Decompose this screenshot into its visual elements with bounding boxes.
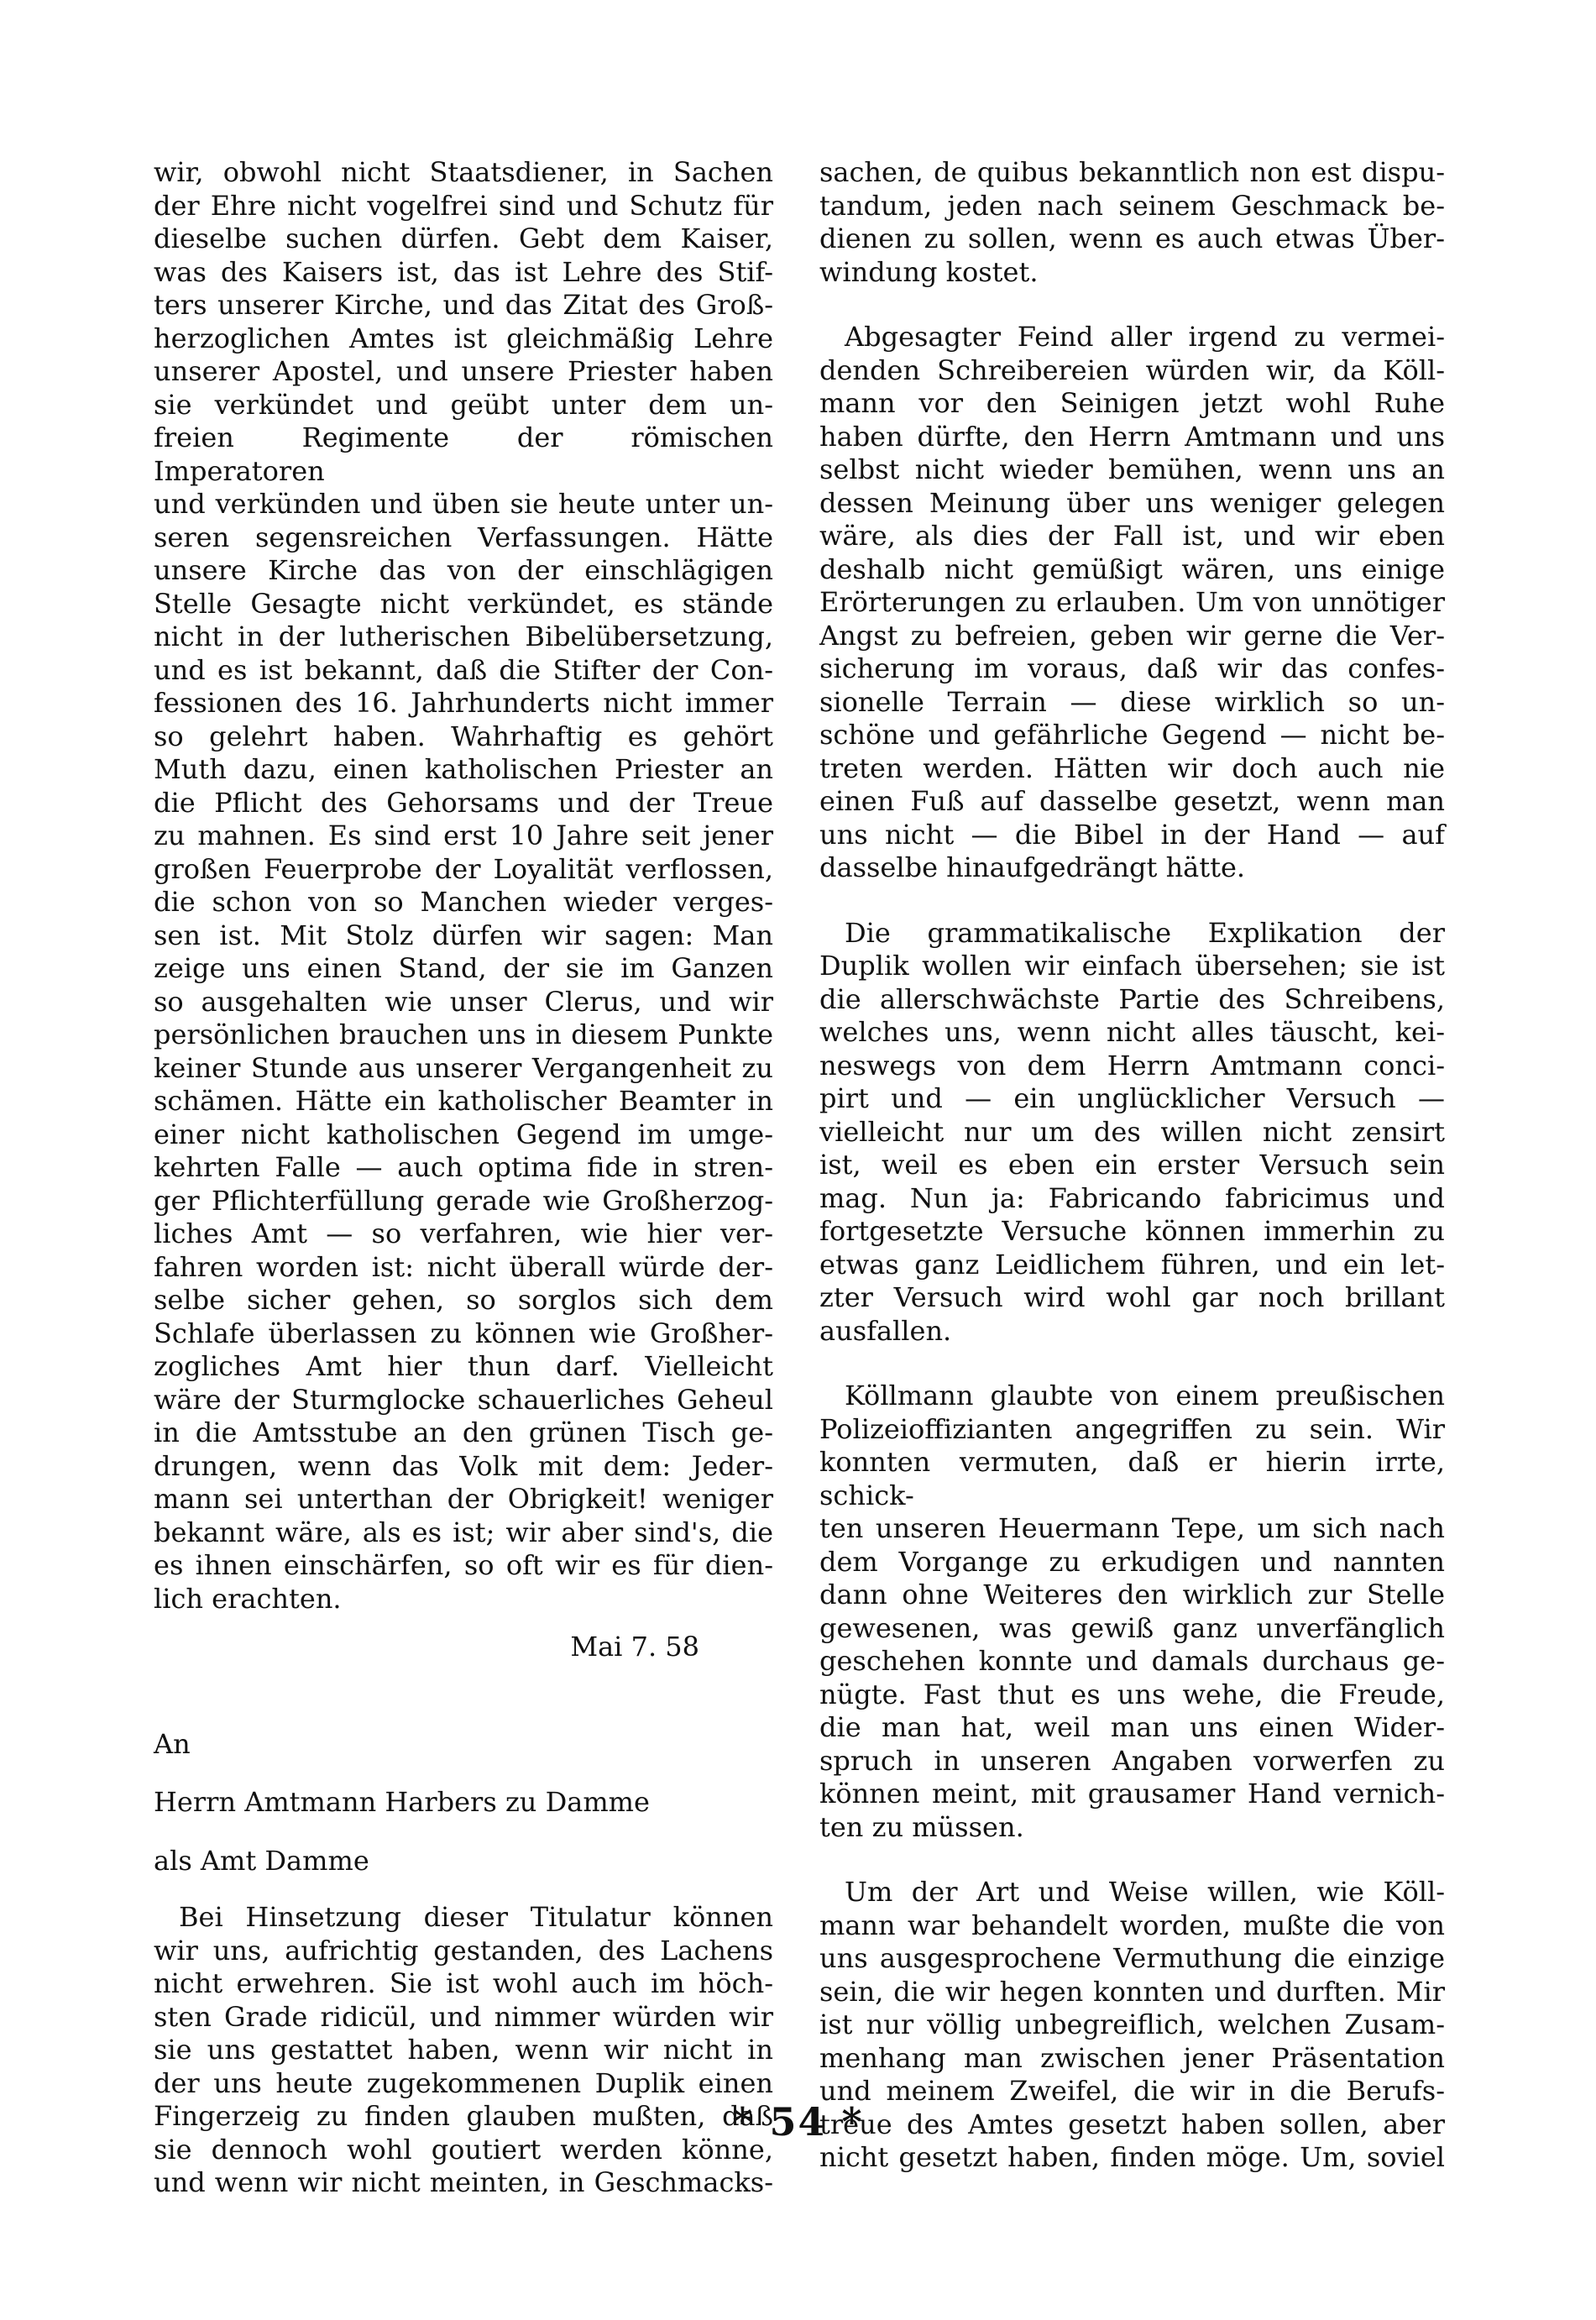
text-line: treten werden. Hätten wir doch auch nie: [819, 752, 1445, 784]
text-line: es ihnen einschärfen, so oft wir es für dien-: [154, 1549, 773, 1581]
text-line: wir uns, aufrichtig gestanden, des Lachens: [154, 1934, 773, 1967]
text-line: uns ausgesprochene Vermuthung die einzige: [819, 1942, 1445, 1974]
text-line: mann vor den Seinigen jetzt wohl Ruhe: [819, 387, 1445, 419]
text-line: Köllmann glaubte von einem preußischen: [845, 1380, 1445, 1411]
text-line: haben dürfte, den Herrn Amtmann und uns: [819, 420, 1445, 453]
text-line: windung kostet.: [819, 255, 1039, 288]
text-line: selbst nicht wieder bemühen, wenn uns an: [819, 453, 1445, 485]
text-line: und verkünden und üben sie heute unter un-: [154, 488, 773, 520]
address-an: An: [154, 1727, 191, 1760]
text-line: die allerschwächste Partie des Schreibens,: [819, 982, 1445, 1015]
text-line: liches Amt — so verfahren, wie hier ver-: [154, 1218, 773, 1249]
text-line: mann sei unterthan der Obrigkeit! weniger: [154, 1483, 773, 1515]
text-line: menhang man zwischen jener Präsentation: [819, 2041, 1445, 2074]
text-line: Die grammatikalische Explikation der: [845, 916, 1445, 949]
text-line: so ausgehalten wie unser Clerus, und wir: [154, 985, 773, 1018]
text-line: fortgesetzte Versuche können immerhin zu: [819, 1215, 1445, 1247]
text-line: konnten vermuten, daß er hierin irrte, schick-: [819, 1446, 1445, 1511]
text-line: sie uns gestattet haben, wenn wir nicht in: [154, 2034, 773, 2066]
text-line: nügte. Fast thut es uns wehe, die Freude,: [819, 1678, 1445, 1710]
text-line: Bei Hinsetzung dieser Titulatur können: [179, 1901, 773, 1933]
text-line: mag. Nun ja: Fabricando fabricimus und: [819, 1181, 1445, 1214]
text-line: die schon von so Manchen wieder verges-: [154, 886, 773, 918]
text-line: ten zu müssen.: [819, 1810, 1024, 1843]
text-line: Angst zu befreien, geben wir gerne die Ver-: [819, 619, 1445, 652]
text-line: neswegs von dem Herrn Amtmann conci-: [819, 1049, 1445, 1081]
text-line: und meinem Zweifel, die wir in die Berufs-: [819, 2075, 1445, 2107]
text-line: etwas ganz Leidlichem führen, und ein let-: [819, 1248, 1445, 1280]
text-line: ters unserer Kirche, und das Zitat des Groß-: [154, 289, 773, 321]
text-line: seren segensreichen Verfassungen. Hätte: [154, 521, 773, 553]
text-line: sionelle Terrain — diese wirklich so un-: [819, 685, 1445, 718]
text-line: ger Pflichterfüllung gerade wie Großherzog-: [154, 1184, 773, 1217]
text-line: Abgesagter Feind aller irgend zu vermei-: [845, 321, 1445, 353]
text-line: herzoglichen Amtes ist gleichmäßig Lehre: [154, 322, 773, 354]
text-line: und wenn wir nicht meinten, in Geschmacks-: [154, 2166, 773, 2198]
text-line: dasselbe hinaufgedrängt hätte.: [819, 851, 1246, 883]
text-line: sein, die wir hegen konnten und durften. Mir: [819, 1975, 1445, 2008]
text-line: und es ist bekannt, daß die Stifter der Con-: [154, 653, 773, 686]
text-line: kehrten Falle — auch optima fide in stren-: [154, 1151, 773, 1183]
text-line: dienen zu sollen, wenn es auch etwas Über-: [819, 223, 1445, 254]
text-line: wäre der Sturmglocke schauerliches Geheul: [154, 1383, 773, 1416]
text-line: in die Amtsstube an den grünen Tisch ge-: [154, 1417, 773, 1448]
text-line: die Pflicht des Gehorsams und der Treue: [154, 786, 773, 819]
text-line: tandum, jeden nach seinem Geschmack be-: [819, 189, 1445, 222]
text-line: nicht gesetzt haben, finden möge. Um, soviel: [819, 2141, 1445, 2173]
text-line: wäre, als dies der Fall ist, und wir eben: [819, 520, 1445, 552]
left-column: [154, 156, 773, 2200]
text-line: Erörterungen zu erlauben. Um von unnötiger: [819, 586, 1445, 618]
text-line: schöne und gefährliche Gegend — nicht be-: [819, 719, 1445, 751]
text-line: nicht erwehren. Sie ist wohl auch im höch-: [154, 1967, 773, 1999]
page-number: * 54 *: [732, 2099, 864, 2145]
text-line: welches uns, wenn nicht alles täuscht, kei-: [819, 1016, 1445, 1048]
text-line: ten unseren Heuermann Tepe, um sich nach: [819, 1512, 1445, 1544]
text-line: uns nicht — die Bibel in der Hand — auf: [819, 818, 1445, 851]
text-line: lich erachten.: [154, 1582, 342, 1615]
text-line: spruch in unseren Angaben vorwerfen zu: [819, 1744, 1445, 1777]
text-line: der Ehre nicht vogelfrei sind und Schutz für: [154, 189, 773, 222]
text-line: Fingerzeig zu finden glauben mußten, daß: [154, 2100, 773, 2132]
text-line: der uns heute zugekommenen Duplik einen: [154, 2066, 773, 2099]
text-line: zogliches Amt hier thun darf. Vielleicht: [154, 1350, 773, 1382]
text-line: dann ohne Weiteres den wirklich zur Stelle: [819, 1579, 1445, 1610]
text-line: dem Vorgange zu erkudigen und nannten: [819, 1545, 1445, 1578]
text-line: zeige uns einen Stand, der sie im Ganzen: [154, 952, 773, 984]
address-office: als Amt Damme: [154, 1844, 369, 1877]
text-line: Polizeioffizianten angegriffen zu sein. Wir: [819, 1412, 1445, 1445]
text-line: ist, weil es eben ein erster Versuch sein: [819, 1149, 1445, 1181]
right-paragraph-1: [819, 156, 1445, 289]
text-line: sten Grade ridicül, und nimmer würden wir: [154, 2000, 773, 2033]
text-line: nicht in der lutherischen Bibelübersetzung,: [154, 621, 773, 652]
text-line: treue des Amtes gesetzt haben sollen, aber: [819, 2108, 1445, 2140]
text-line: sen ist. Mit Stolz dürfen wir sagen: Man: [154, 919, 773, 951]
address-recipient: Herrn Amtmann Harbers zu Damme: [154, 1786, 650, 1818]
text-line: Schlafe überlassen zu können wie Großher-: [154, 1317, 773, 1349]
text-line: geschehen konnte und damals durchaus ge-: [819, 1645, 1445, 1677]
dateline: Mai 7. 58: [570, 1631, 699, 1663]
right-paragraph-2: [819, 321, 1445, 885]
text-line: ausfallen.: [819, 1314, 952, 1347]
text-line: einer nicht katholischen Gegend im umge-: [154, 1118, 773, 1150]
text-line: sie verkündet und geübt unter dem un-: [154, 388, 773, 421]
text-line: selbe sicher gehen, so sorglos sich dem: [154, 1284, 773, 1316]
text-line: sachen, de quibus bekanntlich non est dispu-: [819, 156, 1445, 188]
text-line: keiner Stunde aus unserer Vergangenheit zu: [154, 1051, 773, 1084]
left-paragraph-1: [154, 156, 773, 1616]
text-line: großen Feuerprobe der Loyalität verflossen,: [154, 852, 773, 885]
text-line: die man hat, weil man uns einen Wider-: [819, 1711, 1445, 1743]
text-line: zter Versuch wird wohl gar noch brillant: [819, 1281, 1445, 1313]
text-line: zu mahnen. Es sind erst 10 Jahre seit jener: [154, 820, 773, 851]
text-line: so gelehrt haben. Wahrhaftig es gehört: [154, 720, 773, 752]
text-line: dieselbe suchen dürfen. Gebt dem Kaiser,: [154, 223, 773, 254]
right-paragraph-4: [819, 1380, 1445, 1844]
text-line: Muth dazu, einen katholischen Priester an: [154, 753, 773, 785]
text-line: Um der Art und Weise willen, wie Köll-: [845, 1876, 1445, 1908]
text-line: einen Fuß auf dasselbe gesetzt, wenn man: [819, 785, 1445, 817]
text-line: ist nur völlig unbegreiflich, welchen Zusam-: [819, 2008, 1445, 2040]
left-paragraph-2: [154, 1901, 773, 2200]
text-line: gewesenen, was gewiß ganz unverfänglich: [819, 1611, 1445, 1644]
text-line: drungen, wenn das Volk mit dem: Jeder-: [154, 1449, 773, 1482]
text-line: dessen Meinung über uns weniger gelegen: [819, 486, 1445, 519]
text-line: bekannt wäre, als es ist; wir aber sind's, die: [154, 1516, 773, 1548]
text-line: Stelle Gesagte nicht verkündet, es stände: [154, 587, 773, 620]
text-line: persönlichen brauchen uns in diesem Punkte: [154, 1019, 773, 1050]
text-line: wir, obwohl nicht Staatsdiener, in Sachen: [154, 156, 773, 188]
text-line: mann war behandelt worden, mußte die von: [819, 1909, 1445, 1941]
text-line: freien Regimente der römischen Imperatoren: [154, 422, 773, 487]
text-line: sie dennoch wohl goutiert werden könne,: [154, 2133, 773, 2166]
right-paragraph-3: [819, 917, 1445, 1349]
text-line: unsere Kirche das von der einschlägigen: [154, 554, 773, 586]
text-line: unserer Apostel, und unsere Priester haben: [154, 355, 773, 387]
text-line: können meint, mit grausamer Hand vernich-: [819, 1778, 1445, 1809]
right-column: [819, 156, 1445, 2175]
text-line: Duplik wollen wir einfach übersehen; sie ist: [819, 950, 1445, 982]
text-line: deshalb nicht gemüßigt wären, uns einige: [819, 553, 1445, 585]
text-line: denden Schreibereien würden wir, da Köll-: [819, 353, 1445, 386]
text-line: pirt und — ein unglücklicher Versuch —: [819, 1082, 1445, 1114]
text-line: fessionen des 16. Jahrhunderts nicht immer: [154, 687, 773, 719]
text-line: sicherung im voraus, daß wir das confes-: [819, 652, 1445, 684]
text-line: was des Kaisers ist, das ist Lehre des Stif-: [154, 255, 773, 288]
text-line: schämen. Hätte ein katholischer Beamter in: [154, 1085, 773, 1117]
text-line: fahren worden ist: nicht überall würde der-: [154, 1250, 773, 1283]
text-line: vielleicht nur um des willen nicht zensirt: [819, 1115, 1445, 1148]
